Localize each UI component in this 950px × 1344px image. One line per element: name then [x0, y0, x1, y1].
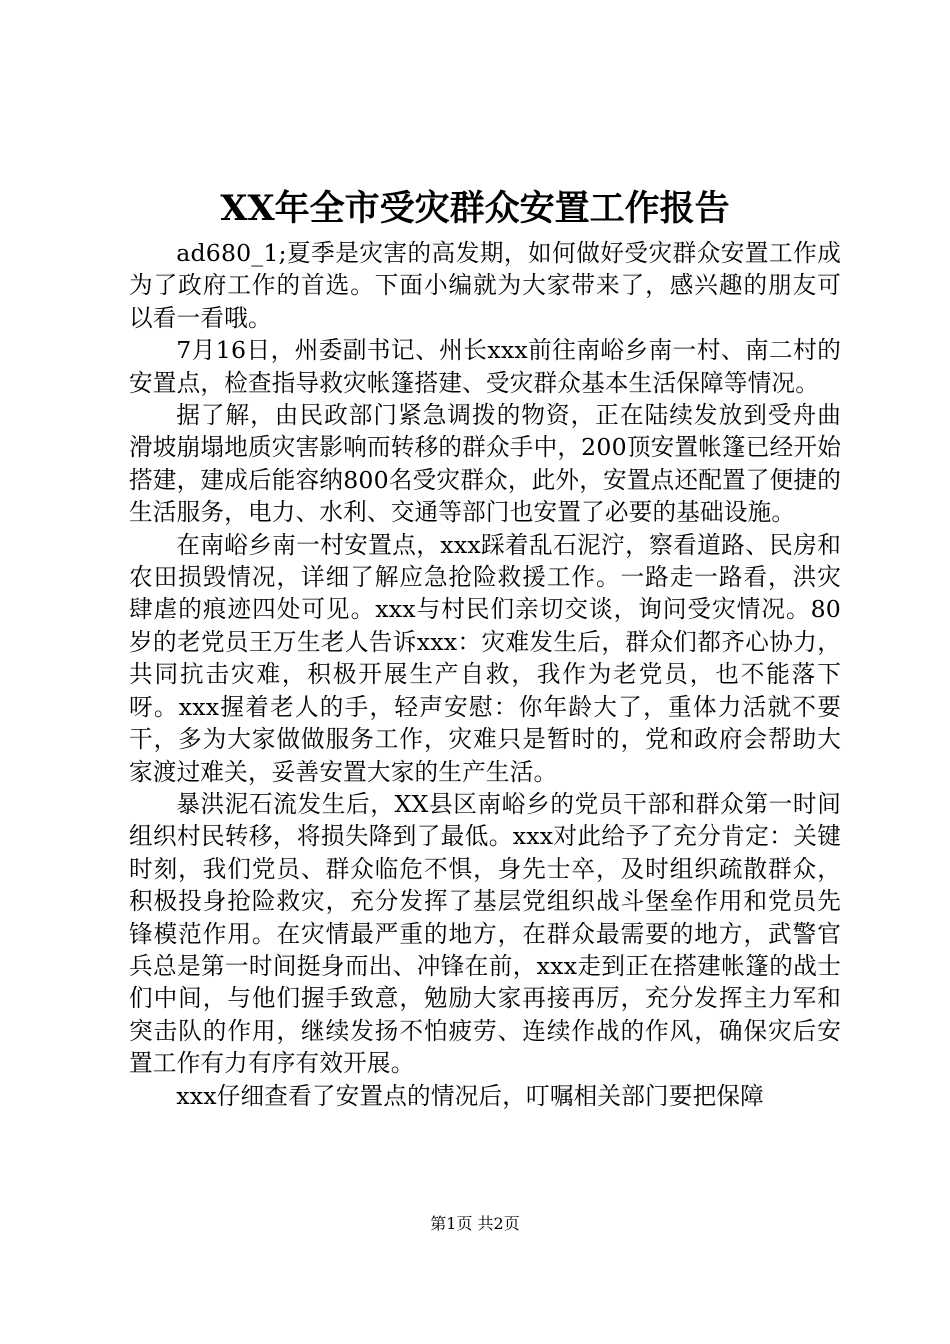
paragraph: xxx仔细查看了安置点的情况后，叮嘱相关部门要把保障: [176, 1081, 764, 1110]
document-body: [129, 237, 841, 1112]
document-title: XX年全市受灾群众安置工作报告: [220, 188, 730, 229]
paragraph: 在南峪乡南一村安置点，xxx踩着乱石泥泞，察看道路、民房和农田损毁情况，详细了解应急抢险救援工作。一路走一路看，洪灾肆虐的痕迹四处可见。xxx与村民们亲切交谈，询问受灾情况。80岁的老党员王万生老人告诉xxx：灾难发生后，群众们都齐心协力，共同抗击灾难，积极开展生产自救，我作为老党员，也不能落下呀。xxx握着老人的手，轻声安慰：你年龄大了，重体力活就不要干，多为大家做做服务工作，灾难只是暂时的，党和政府会帮助大家渡过难关，妥善安置大家的生产生活。: [129, 530, 841, 786]
paragraph: 据了解，由民政部门紧急调拨的物资，正在陆续发放到受舟曲滑坡崩塌地质灾害影响而转移的群众手中，200顶安置帐篷已经开始搭建，建成后能容纳800名受灾群众，此外，安置点还配置了便捷的生活服务，电力、水利、交通等部门也安置了必要的基础设施。: [129, 401, 841, 527]
paragraph: 暴洪泥石流发生后，XX县区南峪乡的党员干部和群众第一时间组织村民转移，将损失降到了最低。xxx对此给予了充分肯定：关键时刻，我们党员、群众临危不惧，身先士卒，及时组织疏散群众，积极投身抢险救灾，充分发挥了基层党组织战斗堡垒作用和党员先锋模范作用。在灾情最严重的地方，在群众最需要的地方，武警官兵总是第一时间挺身而出、冲锋在前，xxx走到正在搭建帐篷的战士们中间，与他们握手致意，勉励大家再接再厉，充分发挥主力军和突击队的作用，继续发扬不怕疲劳、连续作战的作风，确保灾后安置工作有力有序有效开展。: [129, 789, 841, 1078]
paragraph: 7月16日，州委副书记、州长xxx前往南峪乡南一村、南二村的安置点，检查指导救灾帐篷搭建、受灾群众基本生活保障等情况。: [129, 336, 841, 397]
page-number: 第1页 共2页: [430, 1214, 520, 1233]
paragraph: ad680_1;夏季是灾害的高发期，如何做好受灾群众安置工作成为了政府工作的首选。下面小编就为大家带来了，感兴趣的朋友可以看一看哦。: [129, 239, 841, 332]
